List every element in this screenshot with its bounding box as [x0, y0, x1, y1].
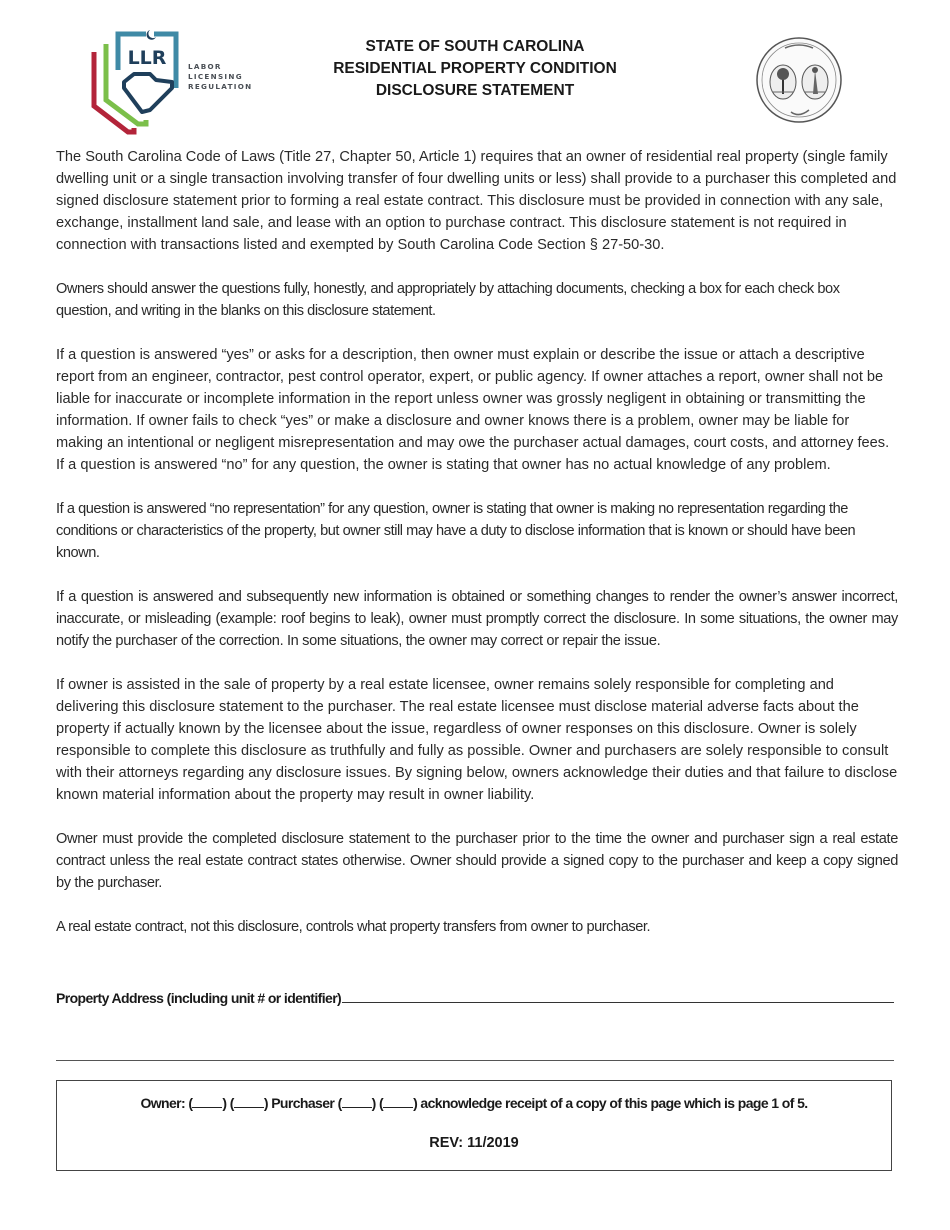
title-line-3: DISCLOSURE STATEMENT — [375, 82, 575, 99]
svg-text:LLR: LLR — [127, 47, 167, 69]
paragraph-licensee: If owner is assisted in the sale of property by a real estate licensee, owner remains solely responsible for completing and delivering this disclosure statement to the purchaser. The real estate licensee must disclose material adverse facts about the property if actually known by the licensee about the issue, regardless of owner responses on this disclosure. Owner is solely responsible to complete this disclosure as truthfully and fully as possible. Owner and purchasers are solely responsible to consult with their attorneys regarding any disclosure issues. By signing below, owners acknowledge their duties and that failure to disclose known material information about the property may result in owner liability. — [56, 677, 898, 803]
revision-label: REV: 11/2019 — [429, 1135, 519, 1151]
llr-shield-icon — [88, 28, 188, 136]
purchaser-initials-1-field[interactable] — [342, 1095, 372, 1108]
state-seal-icon — [755, 36, 843, 124]
property-address-field-line-2[interactable] — [56, 1060, 894, 1061]
purchaser-initials-2-field[interactable] — [383, 1095, 413, 1108]
title-line-1: STATE OF SOUTH CAROLINA — [365, 38, 585, 55]
property-address-field[interactable] — [342, 986, 894, 1003]
property-address-row — [56, 986, 894, 1006]
title-line-2: RESIDENTIAL PROPERTY CONDITION — [333, 60, 617, 77]
page-title — [280, 36, 670, 102]
paragraph-provide-statement: Owner must provide the completed disclosure statement to the purchaser prior to the time the owner and purchaser sign a real estate contract unless the real estate contract states otherwise. Owner should provide a signed copy to the purchaser and keep a copy signed by the purchaser. — [56, 831, 898, 891]
property-address-label: Property Address (including unit # or identifier) — [56, 990, 342, 1006]
acknowledgement-box — [56, 1080, 892, 1171]
paragraph-answer-questions: Owners should answer the questions fully, honestly, and appropriately by attaching documents, checking a box for each check box question, and writing in the blanks on this disclosure statement. — [56, 281, 840, 319]
logo-text: LABOR LICENSING REGULATION — [188, 62, 253, 91]
paragraph-code-of-laws: The South Carolina Code of Laws (Title 27, Chapter 50, Article 1) requires that an owner of residential real property (single family dwelling unit or a single transaction involving transfer of four dwelling units or less) shall provide to a purchaser this completed and signed disclosure statement prior to forming a real estate contract. This disclosure must be provided in connection with any sale, exchange, installment land sale, and lease with an option to purchase contract. This disclosure statement is not required in connection with transactions listed and exempted by South Carolina Code Section § 27-50-30. — [56, 149, 897, 253]
paragraph-no-representation: If a question is answered “no representation” for any question, owner is stating that owner is making no representation regarding the conditions or characteristics of the property, but owner still may have a duty to disclose information that is known or should have been known. — [56, 501, 856, 561]
paragraph-real-estate-contract: A real estate contract, not this disclosure, controls what property transfers from owner to purchaser. — [56, 919, 651, 935]
llr-logo — [88, 28, 263, 136]
acknowledgement-line: Owner: ( ) ( ) Purchaser ( ) ( ) acknowledge receipt of a copy of this page which is page 1 of 5. — [140, 1095, 808, 1111]
paragraph-yes-answers: If a question is answered “yes” or asks for a description, then owner must explain or describe the issue or attach a descriptive report from an engineer, contractor, pest control operator, expert, or public agency. If owner attaches a report, owner shall not be liable for inaccurate or incomplete information in the report unless owner was grossly negligent in obtaining or transmitting the information. If owner fails to check “yes” or make a disclosure and owner knows there is a problem, owner may be liable for making an intentional or negligent misrepresentation and may owe the purchaser actual damages, court costs, and attorney fees. If a question is answered “no” for any question, the owner is stating that owner has no actual knowledge of any problem. — [56, 347, 890, 473]
disclosure-body — [56, 146, 898, 960]
owner-initials-2-field[interactable] — [234, 1095, 264, 1108]
owner-initials-1-field[interactable] — [192, 1095, 222, 1108]
paragraph-new-information: If a question is answered and subsequently new information is obtained or something changes to render the owner’s answer incorrect, inaccurate, or misleading (example: roof begins to leak), owner must promptly correct the disclosure. In some situations, the owner may notify the purchaser of the correction. In some situations, the owner may correct or repair the issue. — [56, 589, 898, 649]
